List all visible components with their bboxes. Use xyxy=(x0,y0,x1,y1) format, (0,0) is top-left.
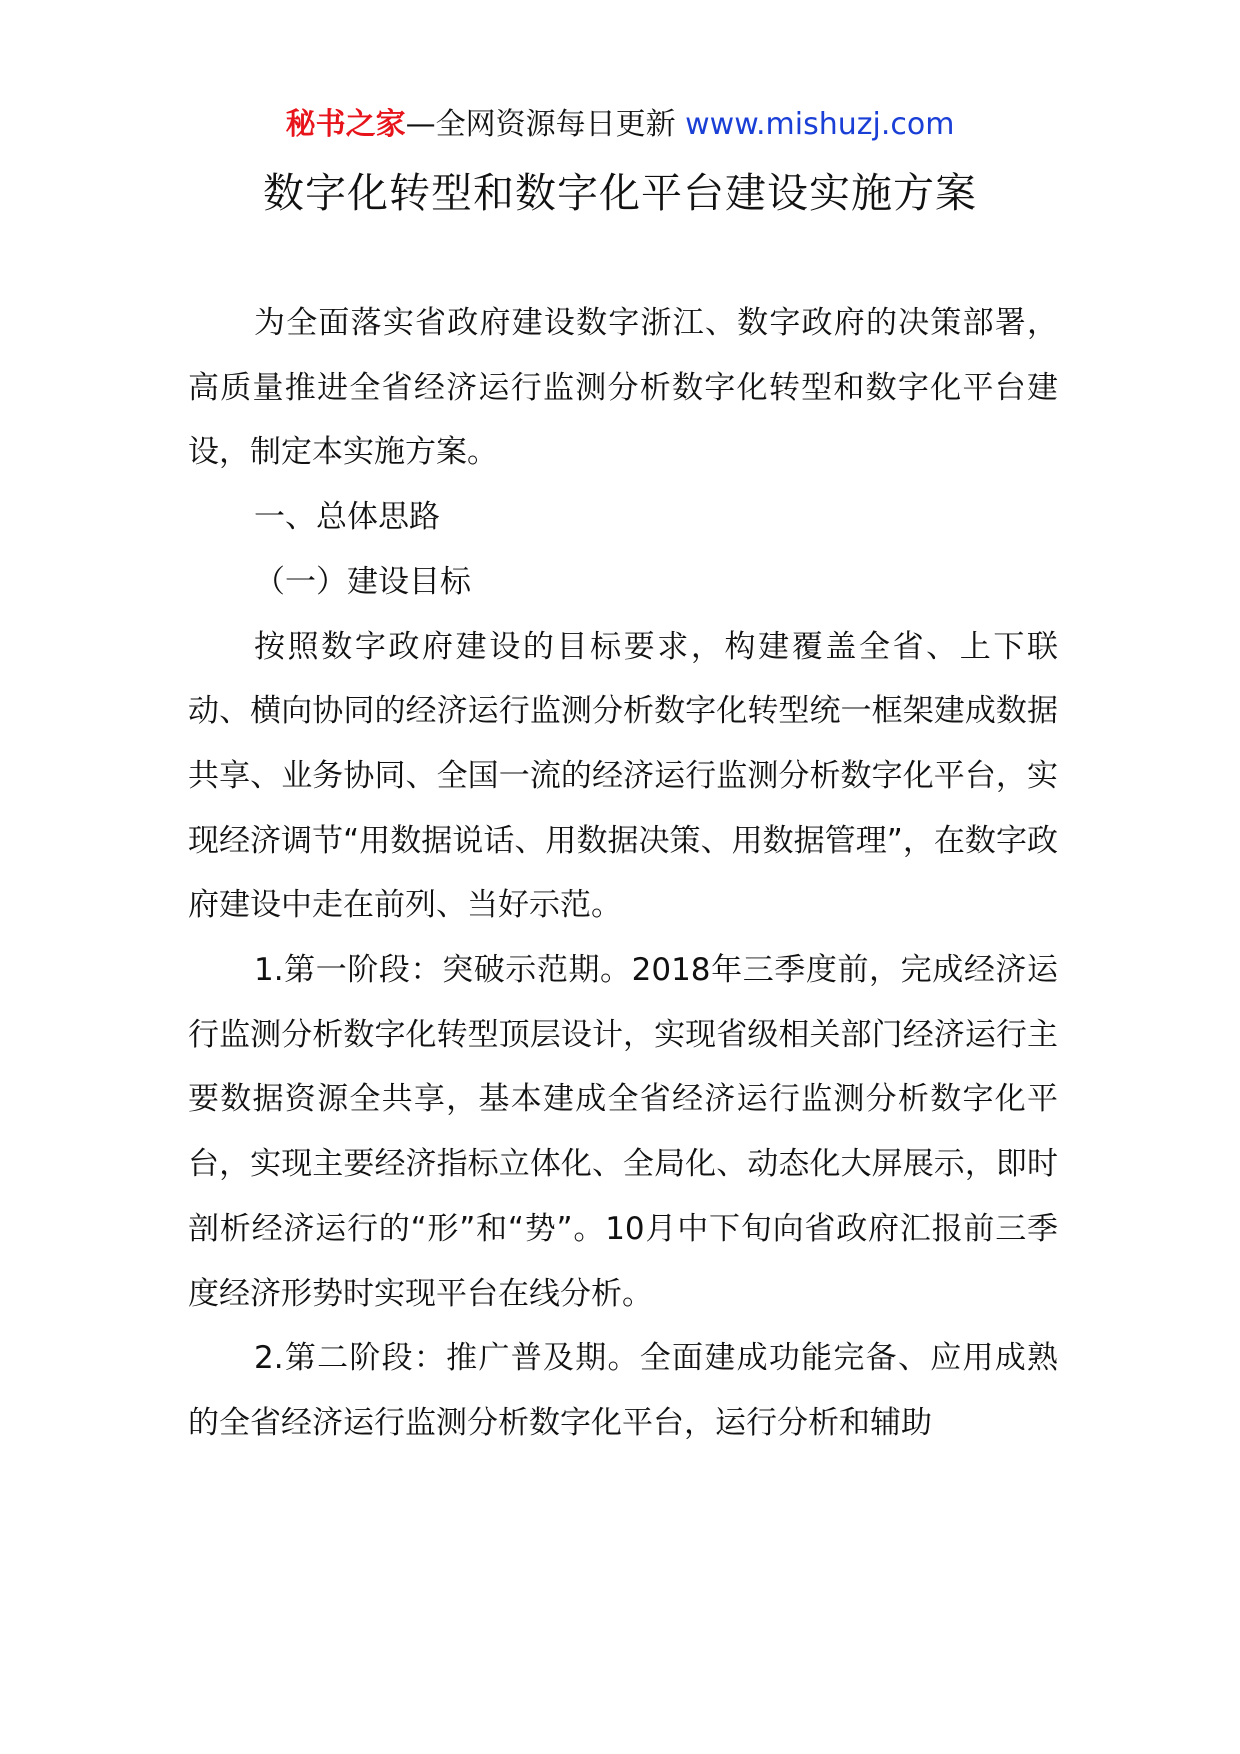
subsection-heading: （一）建设目标 xyxy=(254,563,471,600)
site-url-link[interactable]: www.mishuzj.com xyxy=(685,107,955,142)
section-heading: 一、总体思路 xyxy=(254,499,440,536)
goal-paragraph: 按照数字政府建设的目标要求，构建覆盖全省、上下联动、横向协同的经济运行监测分析数字化转型统一框架建成数据共享、业务协同、全国一流的经济运行监测分析数字化平台，实现经济调节“用数据说话、用数据决策、用数据管理”，在数字政府建设中走在前列、当好示范。 xyxy=(188,628,1058,924)
site-brand: 秘书之家 xyxy=(285,107,406,142)
phase-one-paragraph: 1.第一阶段：突破示范期。2018年三季度前，完成经济运行监测分析数字化转型顶层设计，实现省级相关部门经济运行主要数据资源全共享，基本建成全省经济运行监测分析数字化平台，实现主要经济指标立体化、全局化、动态化大屏展示，即时剖析经济运行的“形”和“势”。10月中下旬向省政府汇报前三季度经济形势时实现平台在线分析。 xyxy=(188,952,1058,1312)
phase-two-paragraph: 2.第二阶段：推广普及期。全面建成功能完备、应用成熟的全省经济运行监测分析数字化平台，运行分析和辅助 xyxy=(188,1340,1058,1441)
document-title: 数字化转型和数字化平台建设实施方案 xyxy=(263,169,977,217)
site-tagline: —全网资源每日更新 xyxy=(405,107,686,142)
document-body xyxy=(188,291,1058,1456)
intro-paragraph: 为全面落实省政府建设数字浙江、数字政府的决策部署，高质量推进全省经济运行监测分析数字化转型和数字化平台建设，制定本实施方案。 xyxy=(188,305,1058,471)
site-header xyxy=(0,100,1240,150)
